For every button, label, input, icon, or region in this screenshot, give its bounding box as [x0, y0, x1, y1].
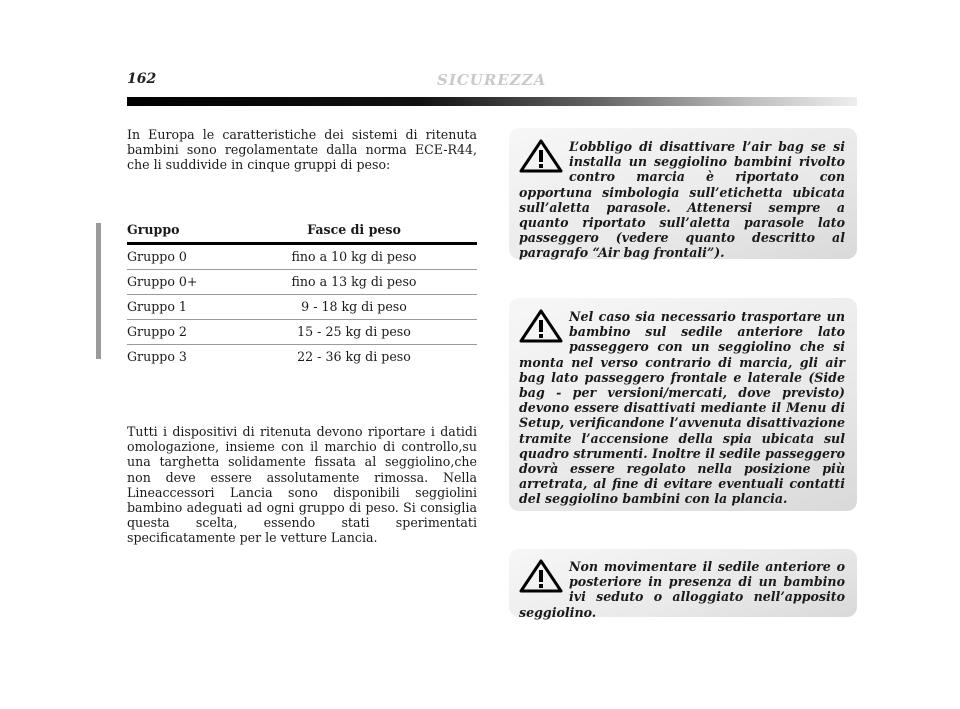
- table-row: [127, 320, 477, 345]
- table-row: [127, 270, 477, 295]
- group-cell: Gruppo 0: [127, 249, 187, 264]
- range-cell: 22 - 36 kg di peso: [297, 349, 411, 364]
- table-row: [127, 245, 477, 270]
- warning-box-seat-movement: [509, 549, 857, 620]
- table-header: [127, 222, 477, 245]
- group-cell: Gruppo 3: [127, 349, 187, 364]
- warning-text: Nel caso sia necessario trasportare un bambino sul sedile anteriore lato passeggero con un seggiolino che si monta nel verso contrario di marcia, gli air bag lato passeggero frontale e laterale (Side bag - per versioni/mercati, dove previsto) devono essere disattivati mediante il Menu di Setup, verificandone l’avvenuta disattivazione tramite l’accensione della spia ubicata sul quadro strumenti. Inoltre il sedile passeggero dovrà essere regolato nella posizione più arretrata, al fine di evitare eventuali contatti del seggiolino bambini con la plancia.: [519, 309, 845, 507]
- range-cell: 15 - 25 kg di peso: [297, 324, 411, 339]
- section-title: SICUREZZA: [437, 71, 547, 89]
- page-number: 162: [127, 71, 157, 87]
- warning-box-airbag-label: [509, 128, 857, 259]
- range-cell: 9 - 18 kg di peso: [301, 299, 407, 314]
- weight-group-table: [127, 222, 477, 369]
- column-header-range: Fasce di peso: [307, 222, 401, 237]
- table-row: [127, 295, 477, 320]
- range-cell: fino a 13 kg di peso: [291, 274, 417, 289]
- group-cell: Gruppo 2: [127, 324, 187, 339]
- group-cell: Gruppo 0+: [127, 274, 198, 289]
- warning-text: L’obbligo di disattivare l’air bag se si installa un seggiolino bambini rivolto contro marcia è riportato con opportuna simbologia sull’etichetta ubicata sull’aletta parasole. Attenersi sempre a quanto riportato sull’aletta parasole lato passeggero (vedere quanto descritto al paragrafo “Air bag frontali”).: [519, 139, 845, 261]
- table-row: [127, 345, 477, 369]
- warning-box-rear-facing-seat: [509, 298, 857, 511]
- warning-text: Non movimentare il sedile anteriore o posteriore in presenza di un bambino ivi seduto o alloggiato nell’apposito seggiolino.: [519, 559, 845, 620]
- body-paragraph: Tutti i dispositivi di ritenuta devono riportare i datidi omologazione, insieme con il marchio di controllo,su una targhetta solidamente fissata al seggiolino,che non deve essere assolutamente rimossa. Nella Lineaccessori Lancia sono disponibili seggiolini bambino adeguati ad ogni gruppo di peso. Si consiglia questa scelta, essendo stati sperimentati specificatamente per le vetture Lancia.: [127, 424, 477, 546]
- intro-paragraph: In Europa le caratteristiche dei sistemi di ritenuta bambini sono regolamentate dalla norma ECE-R44, che li suddivide in cinque gruppi di peso:: [127, 127, 477, 173]
- warning-triangle-icon: [519, 309, 563, 343]
- header-rule: [127, 97, 857, 106]
- warning-triangle-icon: [519, 139, 563, 173]
- warning-triangle-icon: [519, 559, 563, 593]
- column-header-group: Gruppo: [127, 222, 180, 237]
- range-cell: fino a 10 kg di peso: [291, 249, 417, 264]
- table-column-divider: [96, 223, 101, 359]
- group-cell: Gruppo 1: [127, 299, 187, 314]
